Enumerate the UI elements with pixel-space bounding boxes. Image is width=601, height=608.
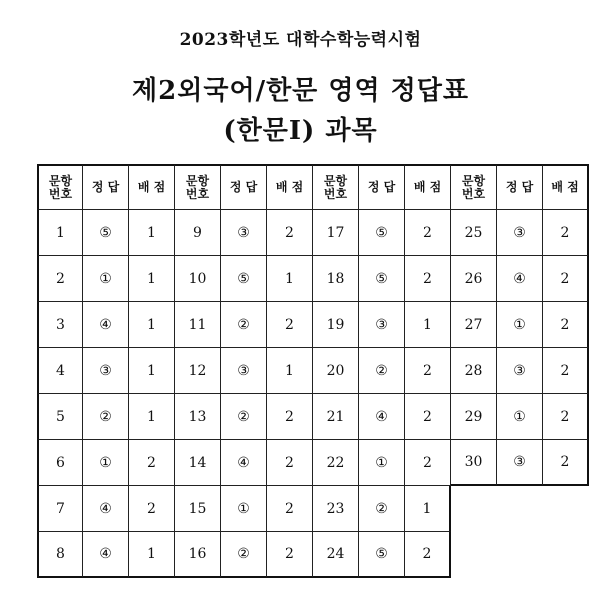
answer-key-table [37,164,589,578]
question-number: 3 [37,302,83,348]
header-answer: 정 답 [83,164,129,210]
answer-cell: ① [497,394,543,440]
header-score: 배 점 [405,164,451,210]
score-cell: 2 [267,440,313,486]
answer-cell: ③ [497,348,543,394]
header-answer: 정 답 [359,164,405,210]
empty-cell [451,486,497,532]
header-question-line2: 번호 [48,186,73,201]
question-number: 29 [451,394,497,440]
empty-cell [451,532,497,578]
score-cell: 1 [267,256,313,302]
score-cell: 2 [405,532,451,578]
header-answer: 정 답 [497,164,543,210]
question-number: 15 [175,486,221,532]
score-cell: 1 [405,302,451,348]
score-cell: 2 [543,210,589,256]
score-cell: 2 [405,210,451,256]
question-number: 9 [175,210,221,256]
answer-cell: ① [83,256,129,302]
question-number: 4 [37,348,83,394]
question-number: 25 [451,210,497,256]
score-cell: 1 [129,532,175,578]
question-number: 27 [451,302,497,348]
score-cell: 2 [267,210,313,256]
score-cell: 1 [405,486,451,532]
answer-cell: ① [83,440,129,486]
header-question-line1: 문항 [185,173,210,188]
answer-cell: ③ [221,348,267,394]
exam-title: 2023학년도 대학수학능력시험 [179,30,422,50]
score-cell: 2 [405,348,451,394]
answer-cell: ③ [497,210,543,256]
answer-cell: ④ [83,486,129,532]
question-number: 2 [37,256,83,302]
question-number: 7 [37,486,83,532]
header-question-line2: 번호 [323,186,348,201]
answer-cell: ④ [83,302,129,348]
answer-cell: ⑤ [221,256,267,302]
question-number: 19 [313,302,359,348]
answer-cell: ③ [83,348,129,394]
answer-cell: ④ [221,440,267,486]
header-question-number [451,164,497,210]
answer-cell: ① [359,440,405,486]
score-cell: 2 [543,440,589,486]
score-cell: 2 [543,348,589,394]
header-score: 배 점 [129,164,175,210]
header-score: 배 점 [267,164,313,210]
header-question-number [37,164,83,210]
answer-cell: ① [497,302,543,348]
answer-cell: ③ [359,302,405,348]
score-cell: 2 [267,486,313,532]
question-number: 20 [313,348,359,394]
score-cell: 1 [267,348,313,394]
question-number: 18 [313,256,359,302]
question-number: 1 [37,210,83,256]
header-question-line2: 번호 [185,186,210,201]
score-cell: 1 [129,302,175,348]
question-number: 30 [451,440,497,486]
score-cell: 1 [129,394,175,440]
answer-cell: ③ [221,210,267,256]
answer-cell: ⑤ [83,210,129,256]
header-question-number [313,164,359,210]
question-number: 11 [175,302,221,348]
answer-cell: ④ [497,256,543,302]
header-score: 배 점 [543,164,589,210]
question-number: 12 [175,348,221,394]
header-answer: 정 답 [221,164,267,210]
question-number: 14 [175,440,221,486]
answer-cell: ① [221,486,267,532]
answer-cell: ⑤ [359,256,405,302]
answer-cell: ② [83,394,129,440]
header-question-line2: 번호 [461,186,486,201]
question-number: 8 [37,532,83,578]
score-cell: 2 [405,394,451,440]
answer-cell: ② [359,486,405,532]
score-cell: 2 [543,394,589,440]
score-cell: 2 [543,256,589,302]
answer-cell: ⑤ [359,532,405,578]
empty-cell [497,486,543,532]
header-question-number [175,164,221,210]
question-number: 23 [313,486,359,532]
score-cell: 1 [129,210,175,256]
score-cell: 2 [543,302,589,348]
question-number: 26 [451,256,497,302]
header-question-line1: 문항 [48,173,73,188]
header-question-line1: 문항 [461,173,486,188]
answer-cell: ④ [83,532,129,578]
empty-cell [543,532,589,578]
question-number: 21 [313,394,359,440]
score-cell: 2 [129,440,175,486]
question-number: 5 [37,394,83,440]
score-cell: 2 [129,486,175,532]
answer-cell: ② [221,532,267,578]
section-title: 제2외국어/한문 영역 정답표 [132,76,469,106]
score-cell: 1 [129,256,175,302]
answer-cell: ② [221,302,267,348]
question-number: 17 [313,210,359,256]
score-cell: 2 [267,302,313,348]
answer-cell: ② [359,348,405,394]
answer-cell: ③ [497,440,543,486]
score-cell: 2 [405,440,451,486]
empty-cell [543,486,589,532]
score-cell: 2 [267,394,313,440]
question-number: 28 [451,348,497,394]
question-number: 24 [313,532,359,578]
answer-cell: ⑤ [359,210,405,256]
question-number: 22 [313,440,359,486]
score-cell: 2 [267,532,313,578]
header-question-line1: 문항 [323,173,348,188]
score-cell: 2 [405,256,451,302]
question-number: 6 [37,440,83,486]
subject-title: (한문Ⅰ) 과목 [223,116,378,146]
answer-cell: ④ [359,394,405,440]
question-number: 10 [175,256,221,302]
empty-cell [497,532,543,578]
answer-cell: ② [221,394,267,440]
question-number: 16 [175,532,221,578]
question-number: 13 [175,394,221,440]
score-cell: 1 [129,348,175,394]
